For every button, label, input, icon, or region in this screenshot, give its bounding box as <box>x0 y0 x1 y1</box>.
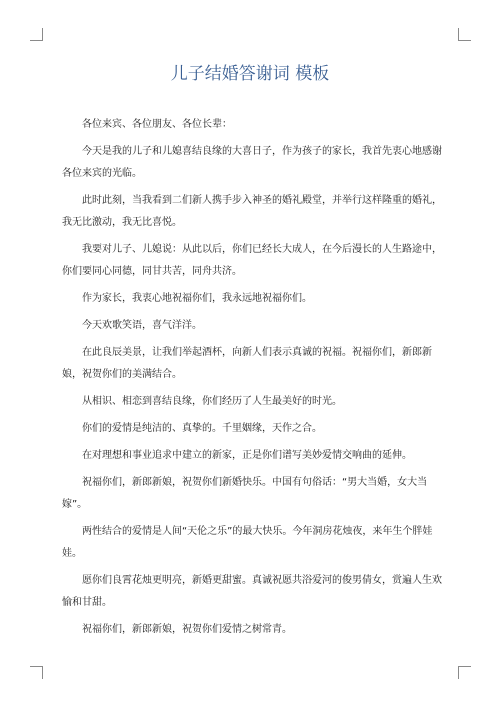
body-paragraph: 今天是我的儿子和儿媳喜结良缘的大喜日子，作为孩子的家长，我首先衷心地感谢各位来宾的光临。 <box>62 146 442 179</box>
body-paragraph: 从相识、相恋到喜结良缘，你们经历了人生最美好的时光。 <box>82 396 342 407</box>
crop-mark-top-right <box>458 28 471 41</box>
body-paragraph: 愿你们良霄花烛更明亮，新婚更甜蜜。真诚祝愿共浴爱河的俊男倩女，赏遍人生欢愉和甘甜。 <box>62 575 442 608</box>
crop-mark-bottom-left <box>30 666 43 679</box>
document-title: 儿子结婚答谢词 模板 <box>170 64 330 84</box>
body-paragraph: 祝福你们，新郎新娘，祝贺你们新婚快乐。中国有句俗话：“男大当婚，女大当嫁”。 <box>62 477 428 510</box>
body-paragraph: 在此良辰美景，让我们举起酒杯，向新人们表示真诚的祝福。祝福你们，新郎新娘，祝贺你们的美满结合。 <box>62 347 432 380</box>
salutation-paragraph: 各位来宾、各位朋友、各位长辈： <box>82 119 232 130</box>
body-paragraph: 作为家长，我衷心地祝福你们，我永远地祝福你们。 <box>82 293 312 304</box>
body-paragraph: 今天欢歌笑语，喜气洋洋。 <box>82 320 202 331</box>
body-paragraph: 此时此刻，当我看到二们新人携手步入神圣的婚礼殿堂，并举行这样隆重的婚礼，我无比激动，我无比喜悦。 <box>62 195 442 228</box>
body-paragraph: 你们的爱情是纯洁的、真挚的。千里姻缘，天作之合。 <box>82 423 322 434</box>
crop-mark-top-left <box>30 28 43 41</box>
document-body <box>62 114 446 646</box>
body-paragraph: 两性结合的爱情是人间“天伦之乐”的最大快乐。今年洞房花烛夜，来年生个胖娃娃。 <box>62 526 433 559</box>
body-paragraph: 我要对儿子、儿媳说：从此以后，你们已经长大成人，在今后漫长的人生路途中，你们要同心同德，同甘共苦，同舟共济。 <box>62 244 442 277</box>
body-paragraph: 在对理想和事业追求中建立的新家，正是你们谱写美妙爱情交响曲的延伸。 <box>82 450 412 461</box>
body-paragraph: 祝福你们，新郎新娘，祝贺你们爱情之树常青。 <box>82 624 292 635</box>
crop-mark-bottom-right <box>458 666 471 679</box>
